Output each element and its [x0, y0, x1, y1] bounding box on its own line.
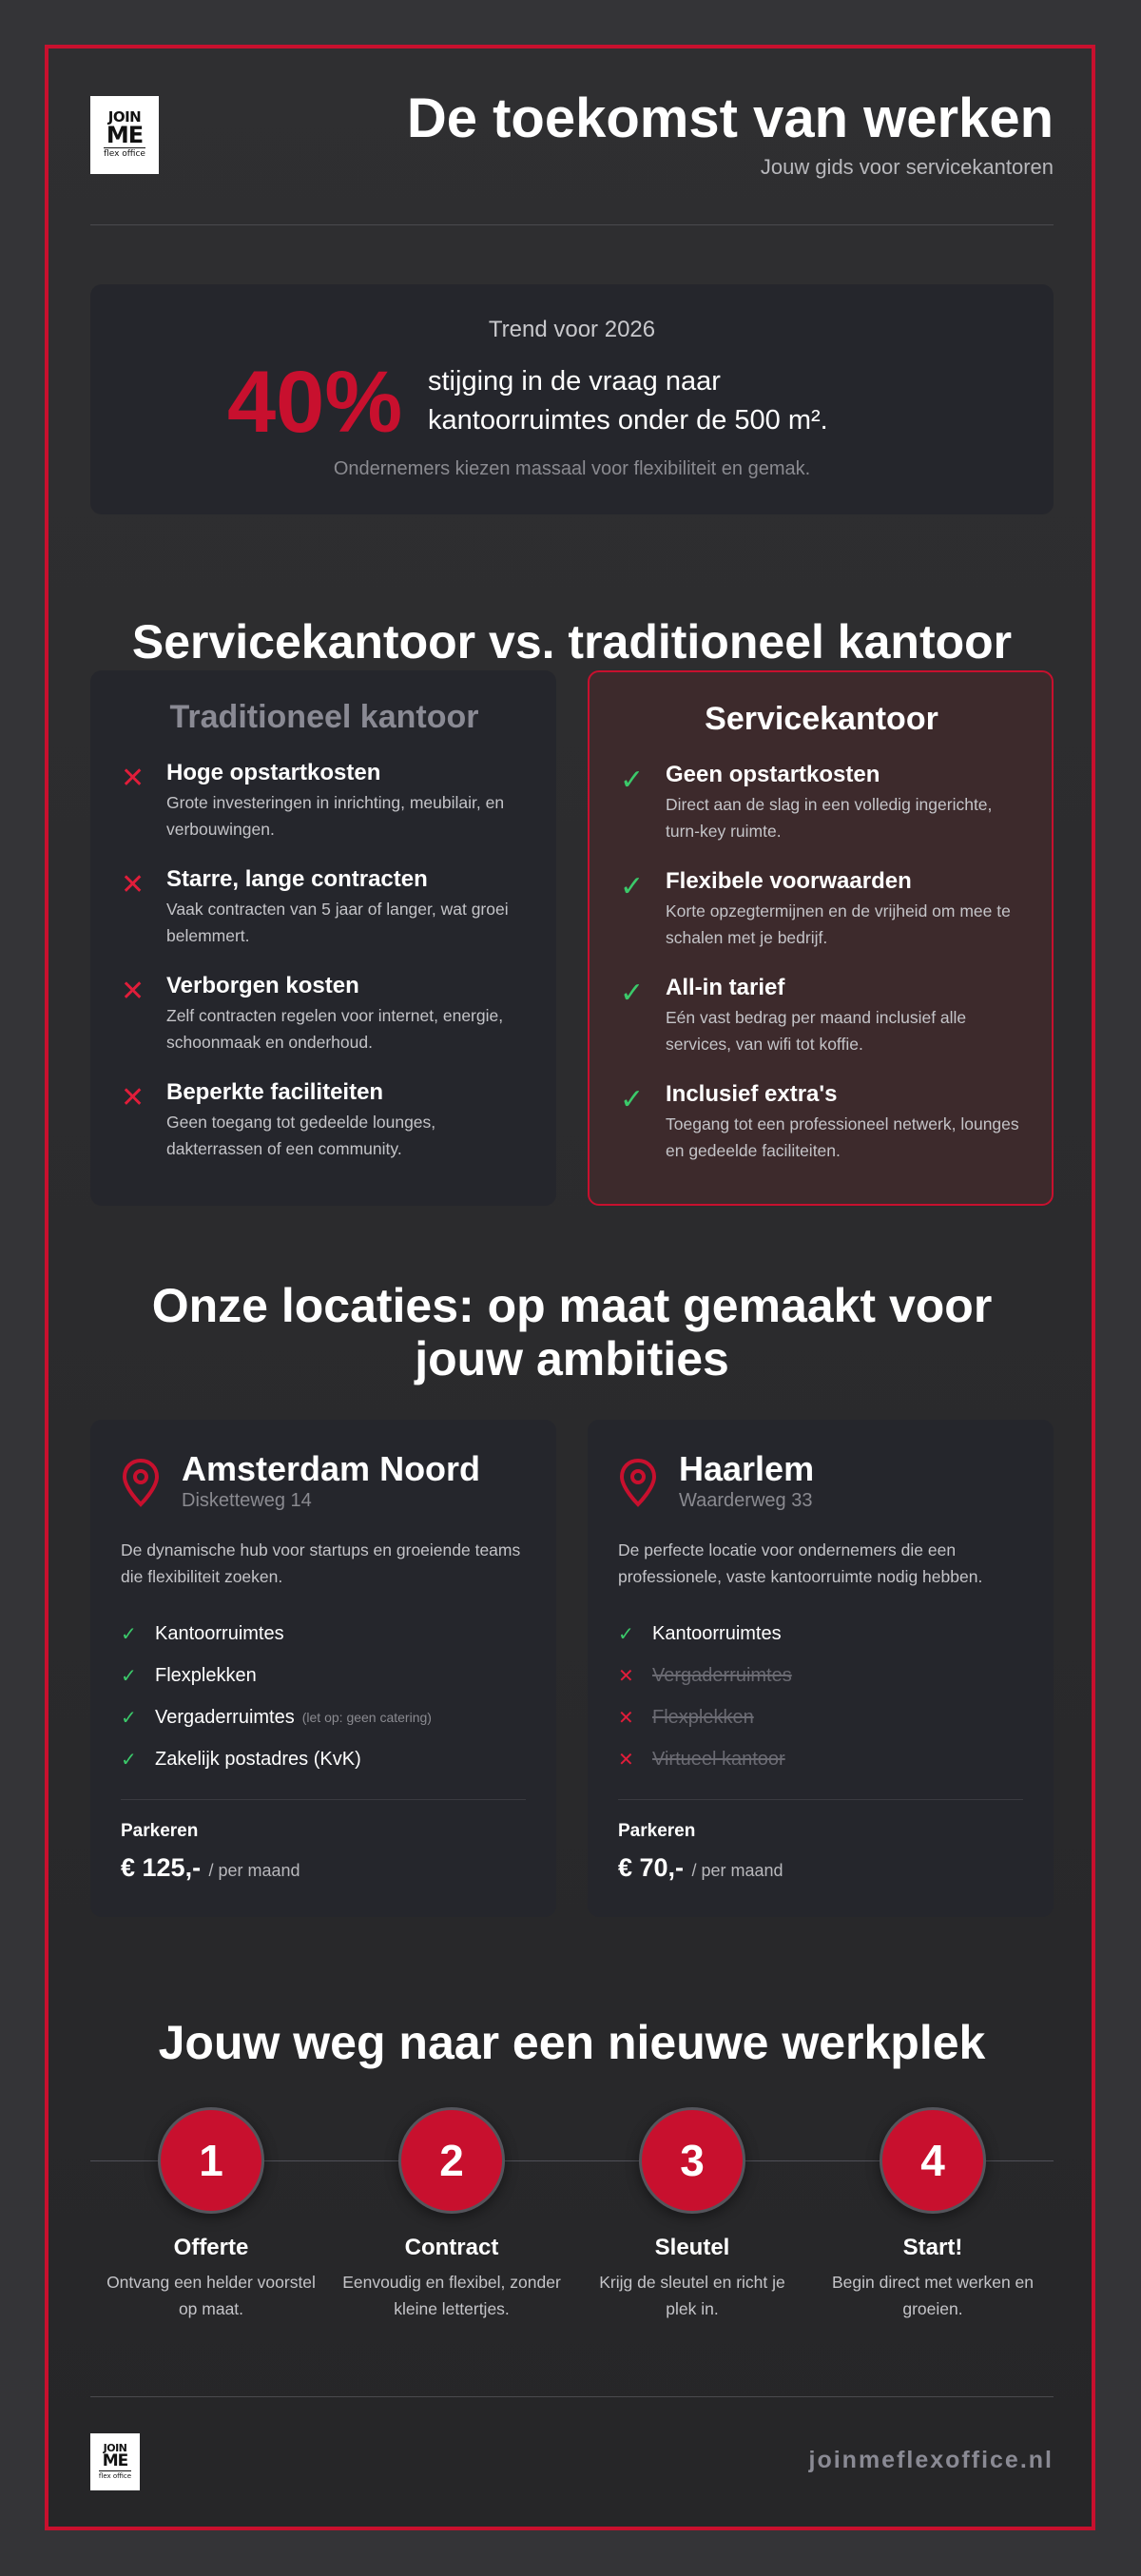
list-item [618, 1655, 1023, 1696]
feature-label: Flexplekken [652, 1706, 754, 1728]
step-3 [571, 2107, 813, 2322]
feature-label: Vergaderruimtes [652, 1664, 792, 1686]
item-title: Hoge opstartkosten [166, 760, 381, 785]
logo-line-1: JOIN [103, 2442, 127, 2454]
item-title: Verborgen kosten [166, 973, 359, 998]
trend-note: Ondernemers kiezen massaal voor flexibiliteit en gemak. [333, 458, 811, 479]
location-name: Amsterdam Noord [182, 1449, 481, 1488]
cross-icon: ✕ [121, 975, 145, 1008]
locations-title: Onze locaties: op maat gemaakt voor jouw ambities [151, 1279, 993, 1385]
location-card-haarlem [588, 1420, 1054, 1917]
step-number: 2 [398, 2107, 505, 2214]
item-desc: Direct aan de slag in een volledig ingerichte, turn-key ruimte. [666, 795, 993, 841]
header [90, 48, 1054, 225]
check-icon: ✓ [121, 1748, 137, 1771]
item-desc: Toegang tot een professioneel netwerk, lounges en gedeelde faciliteiten. [666, 1114, 1019, 1160]
joinme-logo [90, 96, 159, 174]
parking-label: Parkeren [121, 1821, 199, 1841]
item-desc: Grote investeringen in inrichting, meubilair, en verbouwingen. [166, 793, 505, 839]
logo-line-3: flex office [104, 149, 145, 159]
step-desc: Krijg de sleutel en richt je plek in. [599, 2273, 785, 2318]
step-title: Contract [404, 2235, 499, 2260]
traditional-office-card [90, 670, 556, 1206]
list-item [121, 1078, 528, 1162]
footer-logo [90, 2433, 140, 2490]
logo-line-3: flex office [98, 2472, 132, 2480]
parking-unit: / per maand [208, 1861, 300, 1880]
traditional-heading: Traditioneel kantoor [169, 699, 479, 735]
check-icon: ✓ [121, 1622, 137, 1645]
list-item [618, 1696, 1023, 1738]
parking-price [618, 1853, 1023, 1883]
check-icon: ✓ [121, 1706, 137, 1729]
list-item [121, 1655, 526, 1696]
item-title: All-in tarief [666, 975, 785, 1000]
step-desc: Ontvang een helder voorstel op maat. [106, 2273, 316, 2318]
location-name: Haarlem [679, 1449, 815, 1488]
list-item [620, 761, 1023, 844]
logo-line-2: ME [102, 2451, 128, 2470]
step-title: Offerte [173, 2235, 249, 2260]
cross-icon: ✕ [121, 868, 145, 901]
parking-label: Parkeren [618, 1821, 696, 1841]
list-item [121, 865, 528, 949]
list-item [620, 867, 1023, 951]
list-item [620, 974, 1023, 1057]
list-item [121, 972, 528, 1056]
location-card-amsterdam [90, 1420, 556, 1917]
step-number: 3 [639, 2107, 745, 2214]
feature-list [121, 1613, 526, 1797]
trend-text: stijging in de vraag naar kantoorruimtes onder de 500 m². [428, 366, 828, 436]
footer-divider [90, 2396, 1054, 2397]
parking-amount: € 125,- [121, 1853, 202, 1882]
feature-label: Virtueel kantoor [652, 1748, 785, 1770]
check-icon: ✓ [618, 1622, 634, 1645]
feature-list [618, 1613, 1023, 1797]
trend-card [90, 284, 1054, 514]
item-title: Flexibele voorwaarden [666, 868, 912, 894]
step-2 [331, 2107, 572, 2322]
list-item [618, 1738, 1023, 1780]
step-desc: Eenvoudig en flexibel, zonder kleine lettertjes. [342, 2273, 561, 2318]
service-heading: Servicekantoor [705, 701, 938, 737]
list-item [121, 1696, 526, 1738]
step-number: 4 [880, 2107, 986, 2214]
item-desc: Geen toegang tot gedeelde lounges, dakterrassen of een community. [166, 1113, 436, 1158]
logo-line-1: JOIN [107, 108, 142, 126]
item-desc: Vaak contracten van 5 jaar of langer, wat groei belemmert. [166, 900, 509, 945]
step-4 [812, 2107, 1054, 2322]
item-desc: Korte opzegtermijnen en de vrijheid om mee te schalen met je bedrijf. [666, 901, 1011, 947]
step-number: 1 [158, 2107, 264, 2214]
check-icon: ✓ [620, 977, 645, 1010]
location-pin-icon [618, 1450, 679, 1512]
item-desc: Eén vast bedrag per maand inclusief alle services, van wifi tot koffie. [666, 1008, 967, 1054]
cross-icon: ✕ [618, 1748, 634, 1771]
feature-label: Flexplekken [155, 1664, 257, 1686]
step-desc: Begin direct met werken en groeien. [831, 2273, 1035, 2318]
list-item [121, 1738, 526, 1780]
divider [618, 1799, 1023, 1800]
feature-label: Kantoorruimtes [155, 1622, 284, 1644]
list-item [618, 1613, 1023, 1655]
page-subtitle: Jouw gids voor servicekantoren [760, 155, 1054, 179]
location-desc: De perfecte locatie voor ondernemers die een professionele, vaste kantoorruimte nodig hebben. [618, 1540, 983, 1586]
list-item [121, 1613, 526, 1655]
feature-label: Vergaderruimtes [155, 1706, 295, 1728]
infographic-frame [45, 45, 1095, 2530]
check-icon: ✓ [620, 1083, 645, 1116]
trend-label: Trend voor 2026 [488, 317, 656, 342]
service-office-card [588, 670, 1054, 1206]
step-title: Start! [902, 2235, 963, 2260]
location-desc: De dynamische hub voor startups en groeiende teams die flexibiliteit zoeken. [121, 1540, 521, 1586]
comparison-title: Servicekantoor vs. traditioneel kantoor [131, 615, 1013, 668]
item-title: Inclusief extra's [666, 1081, 838, 1107]
cross-icon: ✕ [121, 762, 145, 795]
parking-unit: / per maand [691, 1861, 783, 1880]
parking-price [121, 1853, 526, 1883]
cross-icon: ✕ [618, 1706, 634, 1729]
location-address: Waarderweg 33 [679, 1490, 813, 1511]
feature-note: (let op: geen catering) [301, 1710, 432, 1725]
step-1 [90, 2107, 332, 2322]
item-title: Geen opstartkosten [666, 762, 880, 787]
website-link[interactable]: joinmeflexoffice.nl [808, 2447, 1054, 2473]
cross-icon: ✕ [121, 1081, 145, 1114]
item-title: Beperkte faciliteiten [166, 1079, 384, 1105]
cross-icon: ✕ [618, 1664, 634, 1687]
divider [121, 1799, 526, 1800]
list-item [620, 1080, 1023, 1164]
item-title: Starre, lange contracten [166, 866, 428, 892]
logo-line-2: ME [106, 122, 144, 148]
location-pin-icon [121, 1450, 182, 1512]
list-item [121, 759, 528, 843]
check-icon: ✓ [620, 764, 645, 797]
parking-amount: € 70,- [618, 1853, 685, 1882]
step-title: Sleutel [654, 2235, 730, 2260]
check-icon: ✓ [620, 870, 645, 903]
steps-title: Jouw weg naar een nieuwe werkplek [158, 2016, 986, 2069]
feature-label: Kantoorruimtes [652, 1622, 782, 1644]
item-desc: Zelf contracten regelen voor internet, energie, schoonmaak en onderhoud. [166, 1006, 504, 1052]
check-icon: ✓ [121, 1664, 137, 1687]
location-address: Disketteweg 14 [182, 1490, 312, 1511]
page-title: De toekomst van werken [406, 87, 1054, 149]
trend-percent: 40% [227, 354, 403, 451]
feature-label: Zakelijk postadres (KvK) [155, 1748, 361, 1770]
